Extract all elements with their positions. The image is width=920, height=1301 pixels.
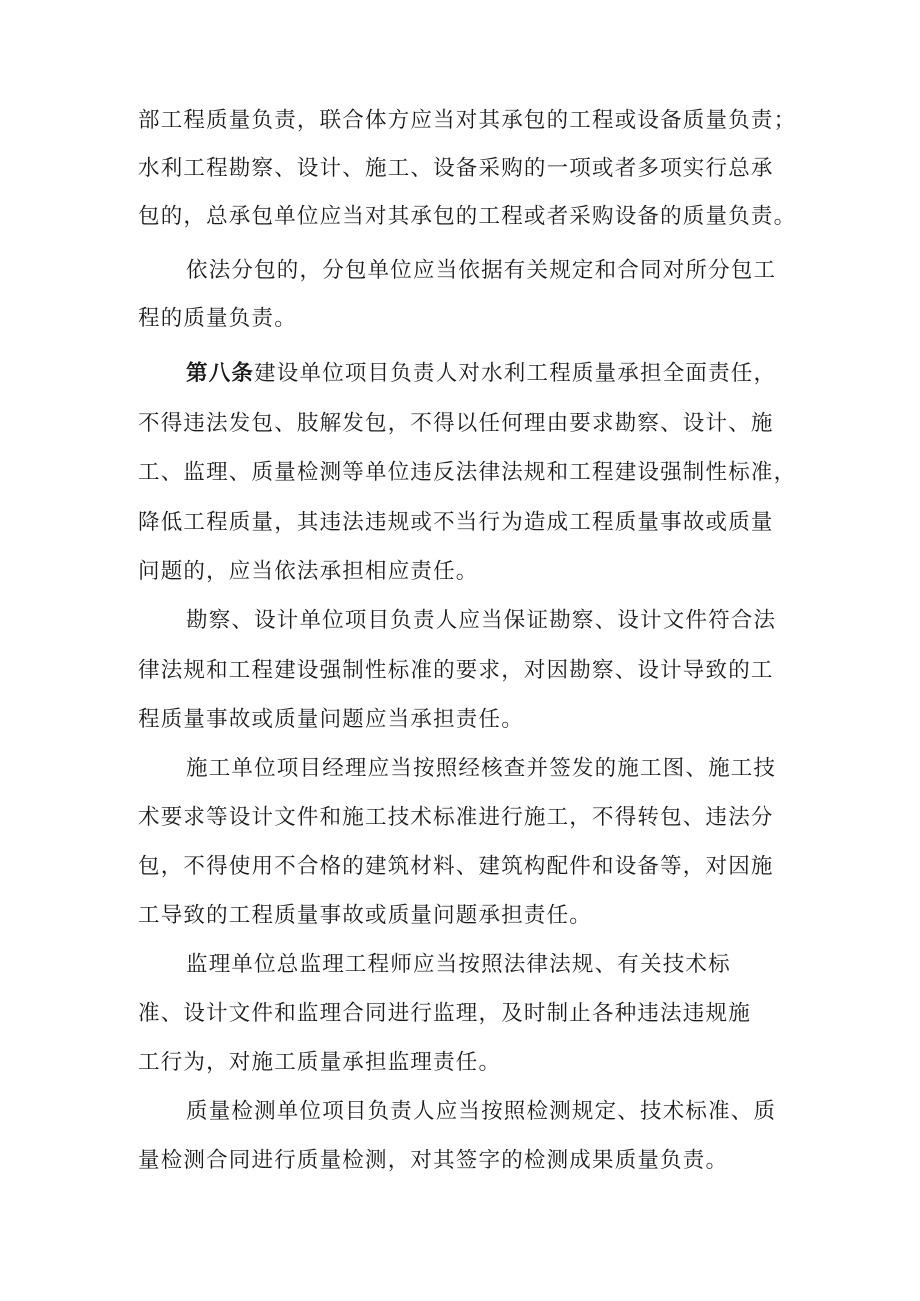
text-line: 律法规和工程建设强制性标准的要求，对因勘察、设计导致的工 <box>138 658 774 683</box>
paragraph-survey-first-line: 勘察、设计单位项目负责人应当保证勘察、设计文件符合法 <box>186 608 777 633</box>
text-line: 工、监理、质量检测等单位违反法律法规和工程建设强制性标准， <box>138 460 797 485</box>
text-line: 不得违法发包、肢解发包，不得以任何理由要求勘察、设计、施 <box>138 411 774 436</box>
article-eight-first-line <box>186 359 776 389</box>
text-line: 术要求等设计文件和施工技术标准进行施工，不得转包、违法分 <box>138 805 774 830</box>
text-line: 工导致的工程质量事故或质量问题承担责任。 <box>138 903 593 928</box>
article-eight-text: 建设单位项目负责人对水利工程质量承担全面责任， <box>254 361 777 386</box>
paragraph-supervision-first-line: 监理单位总监理工程师应当按照法律法规、有关技术标 <box>186 952 731 977</box>
text-line: 准、设计文件和监理合同进行监理，及时制止各种违法违规施 <box>138 1001 751 1026</box>
text-line: 降低工程质量，其违法违规或不当行为造成工程质量事故或质量 <box>138 510 774 535</box>
text-line: 量检测合同进行质量检测，对其签字的检测成果质量负责。 <box>138 1148 729 1173</box>
text-line: 包的，总承包单位应当对其承包的工程或者采购设备的质量负责。 <box>138 204 797 229</box>
text-line: 工行为，对施工质量承担监理责任。 <box>138 1050 502 1075</box>
text-line: 水利工程勘察、设计、施工、设备采购的一项或者多项实行总承 <box>138 156 774 181</box>
paragraph-construction-first-line: 施工单位项目经理应当按照经核查并签发的施工图、施工技 <box>186 756 777 781</box>
paragraph-testing-first-line: 质量检测单位项目负责人应当按照检测规定、技术标准、质 <box>186 1099 777 1124</box>
text-line: 程质量事故或质量问题应当承担责任。 <box>138 707 524 732</box>
text-line: 包，不得使用不合格的建筑材料、建筑构配件和设备等，对因施 <box>138 854 774 879</box>
text-line: 部工程质量负责，联合体方应当对其承包的工程或设备质量负责； <box>138 108 797 133</box>
text-line: 问题的，应当依法承担相应责任。 <box>138 559 479 584</box>
article-heading: 第八条 <box>186 361 255 386</box>
paragraph-subcontract-first-line: 依法分包的，分包单位应当依据有关规定和合同对所分包工 <box>186 258 777 283</box>
text-line: 程的质量负责。 <box>138 306 297 331</box>
